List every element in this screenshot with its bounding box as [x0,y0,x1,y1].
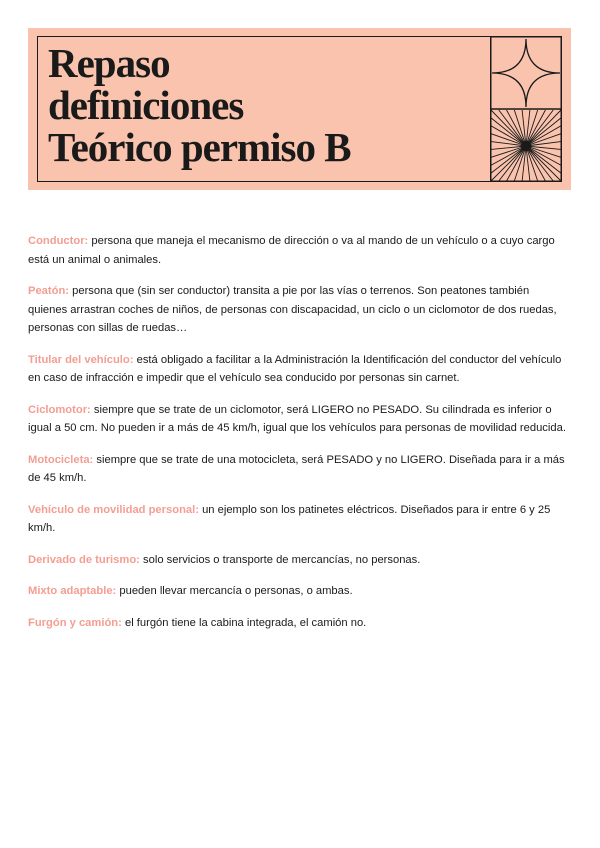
definition-derivado-turismo [28,551,571,570]
term-label: Motocicleta: [28,453,94,466]
term-label: Vehículo de movilidad personal: [28,503,199,516]
definition-ciclomotor [28,401,571,438]
definition-text: el furgón tiene la cabina integrada, el camión no. [124,616,367,629]
decorative-emblem [490,36,562,182]
term-label: Mixto adaptable: [28,585,117,597]
four-point-star-icon [492,39,560,107]
definition-text: solo servicios o transporte de mercancías, no personas. [143,553,421,566]
sunburst-ray [526,110,553,146]
term-label: Titular del vehículo: [28,353,134,366]
term-label: Peatón: [28,285,70,297]
definition-furgon-camion [28,614,571,633]
definition-peaton [28,282,571,338]
sunburst-ray [491,110,526,146]
title-line-3: Teórico permiso B [48,124,351,170]
title-line-2: definiciones [48,82,244,128]
definition-motocicleta [28,451,571,488]
definition-text: pueden llevar mercancía o personas, o ambas. [119,585,353,597]
term-label: Ciclomotor: [28,403,91,416]
definition-text: siempre que se trate de una motocicleta, será PESADO y no LIGERO. Diseñada para ir a más de 45 km/h. [28,453,565,484]
term-label: Conductor: [28,235,89,247]
title-banner [28,28,571,190]
definition-mixto-adaptable [28,582,571,601]
title-line-1: Repaso [48,40,170,86]
definition-text: está obligado a facilitar a la Administración la Identificación del conductor del vehículo en caso de infracción e impedir que el vehículo sea conducido por personas sin carnet. [28,353,562,384]
definition-conductor [28,232,571,269]
definition-text: siempre que se trate de un ciclomotor, será LIGERO no PESADO. Su cilindrada es inferior o igual a 50 cm. No pueden ir a más de 45 km/h, igual que los vehículos para personas de movilidad reducida. [28,403,566,434]
definitions-list [28,232,571,645]
definition-vmp [28,501,571,538]
sunburst-ray [499,110,526,146]
definition-text: persona que (sin ser conductor) transita a pie por las vías o terrenos. Son peatones también quienes arrastran coches de niños, de personas con discapacidad, un ciclo o un ciclomotor de dos ruedas, personas con sillas de ruedas… [28,285,557,334]
page-title [48,42,351,168]
term-label: Furgón y camión: [28,616,122,629]
definition-text: un ejemplo son los patinetes eléctricos. Diseñados para ir entre 6 y 25 km/h. [28,503,551,534]
definition-text: persona que maneja el mecanismo de dirección o va al mando de un vehículo o a cuyo cargo está un animal o animales. [28,235,555,266]
sunburst-ray [526,110,561,146]
term-label: Derivado de turismo: [28,553,140,566]
definition-titular [28,351,571,388]
sunburst-center [521,141,531,151]
